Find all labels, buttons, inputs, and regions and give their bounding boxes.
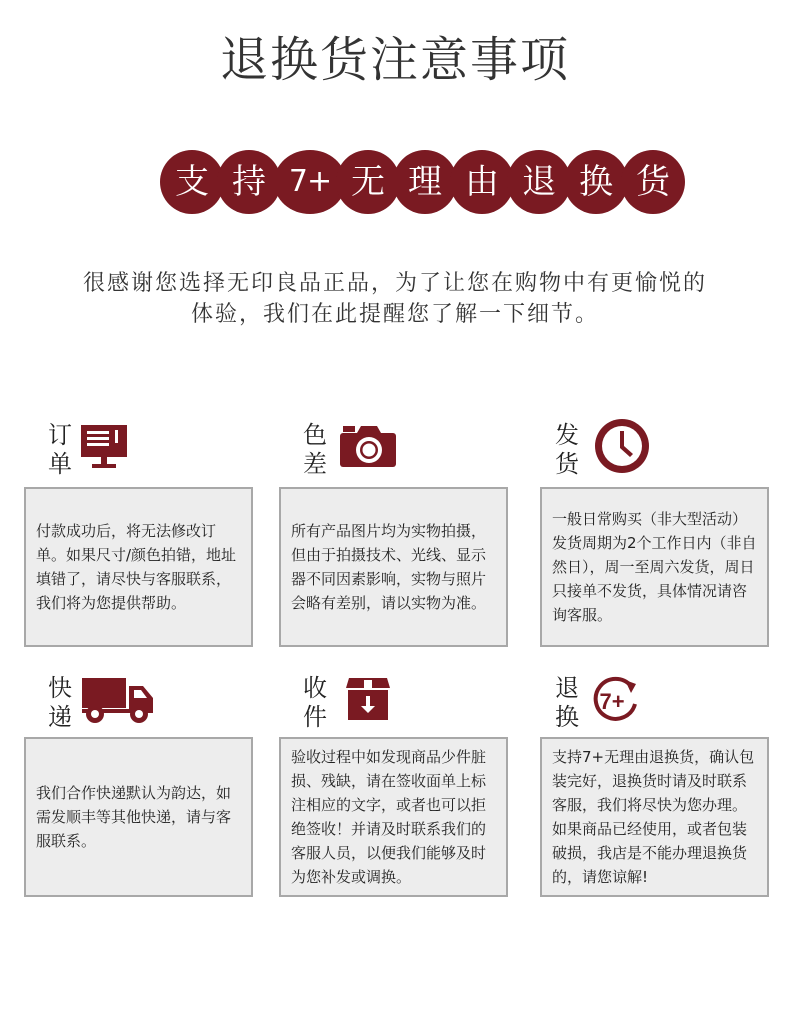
card-box-receiving: [279, 737, 508, 897]
card-text: 所有产品图片均为实物拍摄，但由于拍摄技术、光线、显示器不同因素影响，实物与照片会略有差别，请以实物为准。: [291, 522, 487, 612]
card-text: 一般日常购买（非大型活动）发货周期为2个工作日内（非自然日），周一至周六发货，周日只接单不发货，具体情况请咨询客服。: [552, 510, 757, 624]
seven-plus-return-icon: [591, 676, 641, 726]
page-title: 退换货注意事项: [219, 32, 570, 88]
seven-plus-text: 7+: [599, 689, 625, 714]
card-label: 收 件: [303, 674, 327, 731]
monitor-icon: [80, 423, 128, 471]
card-label: 退 换: [555, 674, 579, 731]
banner-char: 退: [507, 150, 571, 214]
return-policy-banner: [160, 150, 670, 212]
truck-icon: [81, 676, 156, 724]
card-header-receiving: [303, 674, 403, 734]
banner-char: 支: [160, 150, 224, 214]
card-label: 快 递: [48, 674, 72, 731]
card-header-order: [48, 421, 138, 481]
camera-icon: [339, 423, 397, 469]
card-text: 支持7+无理由退换货，确认包装完好，退换货时请及时联系客服，我们将尽快为您办理。如果商品已经使用，或者包装破损，我店是不能办理退换货的，请您谅解!: [552, 748, 755, 886]
card-header-return: [555, 674, 655, 734]
banner-char: 货: [621, 150, 685, 214]
card-label: 发 货: [555, 421, 579, 478]
banner-char: 无: [336, 150, 400, 214]
intro-line: 很感谢您选择无印良品正品，为了让您在购物中有更愉悦的: [82, 271, 707, 296]
intro-line: 体验，我们在此提醒您了解一下细节。: [190, 302, 599, 327]
clock-icon: [593, 417, 651, 475]
card-header-color-diff: [303, 421, 403, 481]
banner-char: 7+: [274, 150, 346, 214]
card-text: 验收过程中如发现商品少件脏损、残缺，请在签收面单上标注相应的文字，或者也可以拒绝签收！并请及时联系我们的客服人员，以便我们能够及时为您补发或调换。: [291, 748, 487, 886]
package-icon: [345, 676, 391, 722]
card-box-order: [24, 487, 253, 647]
card-text: 我们合作快递默认为韵达，如需发顺丰等其他快递，请与客服联系。: [36, 784, 232, 850]
intro-text: [0, 268, 790, 330]
card-box-shipping: [540, 487, 769, 647]
card-label: 订 单: [48, 421, 72, 478]
card-box-color-diff: [279, 487, 508, 647]
card-text: 付款成功后，将无法修改订单。如果尺寸/颜色拍错，地址填错了，请尽快与客服联系，我们将为您提供帮助。: [36, 522, 237, 612]
banner-char: 由: [450, 150, 514, 214]
card-label: 色 差: [303, 421, 327, 478]
card-box-return: [540, 737, 769, 897]
banner-char: 理: [393, 150, 457, 214]
card-box-courier: [24, 737, 253, 897]
banner-char: 持: [217, 150, 281, 214]
card-header-courier: [48, 674, 158, 734]
card-header-shipping: [555, 421, 655, 481]
banner-char: 换: [564, 150, 628, 214]
